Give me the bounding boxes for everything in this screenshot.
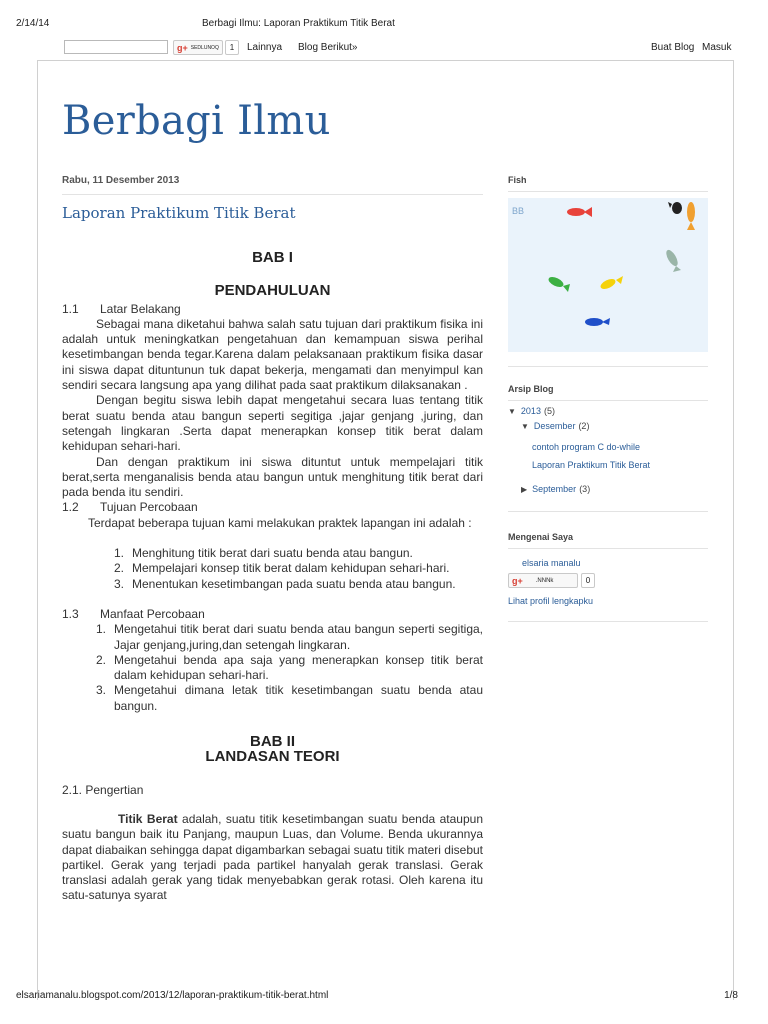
- print-date: 2/14/14: [16, 18, 50, 29]
- section-1-3-heading: [62, 607, 483, 622]
- more-link[interactable]: Lainnya: [247, 42, 283, 53]
- post-date: Rabu, 11 Desember 2013: [62, 175, 483, 195]
- list-item-text: Mengetahui benda apa saja yang menerapkan konsep titik berat dalam kehidupan sehari-hari.: [114, 652, 483, 683]
- list-item: [114, 577, 483, 592]
- archive-month-count: (2): [578, 421, 590, 431]
- print-url: elsariamanalu.blogspot.com/2013/12/laporan-praktikum-titik-berat.html: [16, 990, 329, 1001]
- archive-widget-title: Arsip Blog: [508, 384, 708, 401]
- bab1-heading: BAB I: [252, 249, 293, 266]
- divider: [508, 511, 708, 512]
- about-widget-title: Mengenai Saya: [508, 532, 708, 549]
- list-item-number: 2.: [114, 561, 125, 576]
- list-item-number: 3.: [114, 576, 125, 591]
- print-footer: [16, 990, 738, 1004]
- gplus-share-button[interactable]: [173, 40, 223, 55]
- list-item: [96, 683, 483, 714]
- gplus-icon: g+: [512, 575, 523, 586]
- archive-month-label[interactable]: Desember: [533, 421, 576, 431]
- section-number: 1.1: [62, 301, 79, 316]
- caret-down-icon[interactable]: ▼: [521, 421, 529, 431]
- print-header: [16, 18, 752, 32]
- list-item: [114, 546, 483, 561]
- archive-year-count: (5): [543, 406, 555, 416]
- paragraph-4: Terdapat beberapa tujuan kami melakukan praktek lapangan ini adalah :: [88, 515, 472, 530]
- author-name[interactable]: elsaria manalu: [522, 558, 581, 568]
- bab1-title: PENDAHULUAN: [214, 282, 331, 300]
- divider: [508, 366, 708, 367]
- paragraph-1: Sebagai mana diketahui bahwa salah satu tujuan dari praktikum fisika ini adalah untuk meningkatkan pengetahuan dan kemampuan siswa perihal kesetimbangan benda tegar.Karena dalam pelaksanaan praktikum fisika dasar ini siswa dapat dituntunun tuk dapat bekerja, mengamati dan menyimpul kan sendiri secara langsung apa yang dilihat pada saat praktikum dilaksanakan .: [62, 316, 483, 393]
- list-item-text: Mempelajari konsep titik berat dalam kehidupan sehari-hari.: [132, 561, 450, 576]
- author-gplus: [508, 573, 708, 588]
- create-blog-link[interactable]: Buat Blog: [651, 42, 695, 53]
- sign-in-link[interactable]: Masuk: [702, 42, 732, 53]
- paragraph-5-text: adalah, suatu titik kesetimbangan suatu benda ataupun suatu bangun baik itu Panjang, maupun Luas, dan Volume. Benda ukurannya dapat diabaikan sehingga dapat digambarkan sebagai suatu titik materi disebut partikel. Gerak yang terjadi pada partikel hanyalah gerak translasi. Gerak translasi adalah gerak yang tidak menyebabkan gerak rotasi. Oleh karena itu satu-satunya syarat: [62, 811, 483, 903]
- fish-icon[interactable]: [547, 275, 570, 292]
- archive-widget: [508, 405, 708, 495]
- bab2-title: LANDASAN TEORI: [205, 748, 340, 766]
- fish-icon[interactable]: [585, 318, 610, 326]
- manfaat-list: [62, 622, 483, 714]
- post-body: [62, 250, 483, 904]
- about-widget: [508, 558, 708, 606]
- archive-post-list: [508, 438, 708, 474]
- archive-year-label[interactable]: 2013: [520, 406, 541, 416]
- section-1-2-heading: [62, 500, 483, 515]
- fish-icon[interactable]: [567, 207, 592, 217]
- section-title: Latar Belakang: [100, 301, 181, 316]
- section-2-1-heading: 2.1. Pengertian: [62, 782, 144, 797]
- section-title: Tujuan Percobaan: [100, 500, 198, 515]
- view-profile-link[interactable]: Lihat profil lengkapku: [508, 596, 594, 606]
- gplus-follow-button[interactable]: [508, 573, 578, 588]
- bab2-heading: BAB II: [250, 733, 295, 751]
- list-item-number: 3.: [96, 683, 107, 698]
- section-title: Manfaat Percobaan: [100, 606, 205, 621]
- print-title: Berbagi Ilmu: Laporan Praktikum Titik Berat: [202, 18, 395, 29]
- divider: [508, 621, 708, 622]
- list-item-text: Mengetahui titik berat dari suatu benda atau bangun seperti segitiga, Jajar genjang,juring,dan setengah lingkaran.: [114, 622, 483, 652]
- section-number: 1.3: [62, 606, 79, 621]
- list-item-text: Menghitung titik berat dari suatu benda atau bangun.: [132, 546, 413, 561]
- section-1-1-heading: [62, 302, 483, 317]
- fish-icon[interactable]: [599, 276, 623, 291]
- term-bold: Titik Berat: [118, 811, 178, 826]
- list-item-text: Menentukan kesetimbangan pada suatu benda atau bangun.: [132, 576, 456, 591]
- gplus-label: .NNNk: [535, 577, 554, 584]
- gplus-icon: g+: [177, 42, 188, 53]
- search-input[interactable]: [64, 40, 168, 54]
- fish-icon[interactable]: [668, 202, 682, 214]
- list-item-number: 2.: [96, 652, 107, 667]
- tujuan-list: [62, 546, 483, 592]
- list-item-number: 1.: [96, 622, 107, 637]
- section-number: 1.2: [62, 500, 79, 515]
- list-item: [96, 653, 483, 684]
- paragraph-3: Dan dengan praktikum ini siswa dituntut untuk mempelajari titik berat,serta menganalisis benda atau bangun untuk menghitung titik berat dari pada benda itu sendiri.: [62, 454, 483, 500]
- fish-widget-title: Fish: [508, 175, 708, 192]
- gplus-count: 0: [581, 573, 595, 588]
- fish-tank: [508, 198, 708, 352]
- print-page-number: 1/8: [724, 990, 738, 1001]
- fish-widget-logo: BB: [512, 206, 525, 216]
- archive-month-count: (3): [579, 484, 591, 494]
- fish-widget[interactable]: [508, 198, 708, 352]
- caret-down-icon[interactable]: ▼: [508, 406, 516, 416]
- fish-icon[interactable]: [664, 248, 681, 272]
- paragraph-2: Dengan begitu siswa lebih dapat mengetahui secara luas tentang titik berat suatu benda atau bangun seperti segitiga ,jajar genjang ,juring, dan setengah lingkaran .Serta dapat menerapkan konsep titik berat dalam kehidupan sehari-hari.: [62, 393, 483, 454]
- archive-month-label[interactable]: September: [532, 484, 577, 494]
- fish-icon[interactable]: [687, 202, 695, 230]
- paragraph-5: [62, 812, 483, 904]
- archive-post-link[interactable]: Laporan Praktikum Titik Berat: [532, 460, 651, 470]
- list-item: [96, 622, 483, 653]
- list-item: [114, 561, 483, 576]
- blogger-navbar: [0, 38, 768, 58]
- archive-post-link[interactable]: contoh program C do-while: [532, 442, 641, 452]
- list-item-number: 1.: [114, 546, 125, 561]
- post-title[interactable]: Laporan Praktikum Titik Berat: [62, 204, 296, 222]
- gplus-label: SEDLUNOQ: [190, 44, 219, 51]
- blog-title[interactable]: Berbagi Ilmu: [62, 98, 331, 144]
- next-blog-link[interactable]: Blog Berikut»: [298, 42, 358, 53]
- archive-year[interactable]: [508, 405, 708, 417]
- gplus-count: 1: [225, 40, 239, 55]
- list-item-text: Mengetahui dimana letak titik kesetimbangan suatu benda atau bangun.: [114, 683, 483, 713]
- archive-month[interactable]: [508, 420, 708, 432]
- caret-right-icon[interactable]: ▶: [521, 484, 528, 494]
- archive-month[interactable]: [508, 483, 708, 495]
